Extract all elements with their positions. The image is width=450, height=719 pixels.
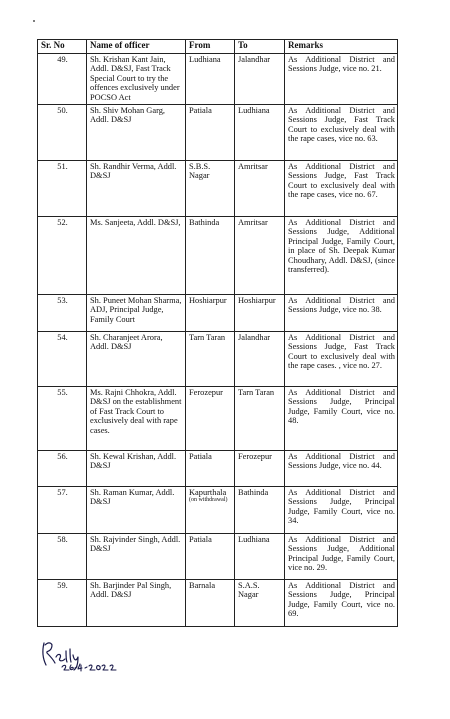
cell-to: Amritsar [235, 161, 285, 217]
cell-from: Tarn Taran [186, 332, 235, 387]
cell-from: Barnala [186, 580, 235, 627]
cell-to: S.A.S. Nagar [235, 580, 285, 627]
cell-remarks: As Additional District and Sessions Judge, Additional Principal Judge, Family Court, vice no. 29. [285, 534, 398, 580]
cell-remarks: As Additional District and Sessions Judge, Principal Judge, Family Court, vice no. 48. [285, 387, 398, 451]
header-sr-no: Sr. No [38, 40, 87, 54]
cell-sr-no: 55. [38, 387, 87, 451]
cell-remarks: As Additional District and Sessions Judge, Additional Principal Judge, Family Court, in place of Sh. Deepak Kumar Choudhary, Addl. D&SJ, (since transferred). [285, 217, 398, 295]
cell-remarks: As Additional District and Sessions Judge, vice no. 44. [285, 451, 398, 487]
table-row [38, 387, 398, 451]
cell-remarks: As Additional District and Sessions Judge, Fast Track Court to exclusively deal with the rape cases, vice no. 63. [285, 105, 398, 161]
cell-remarks: As Additional District and Sessions Judge, Fast Track Court to exclusively deal with the rape cases. , vice no. 27. [285, 332, 398, 387]
cell-name: Sh. Randhir Verma, Addl. D&SJ [87, 161, 186, 217]
table-row [38, 580, 398, 627]
cell-sr-no: 59. [38, 580, 87, 627]
cell-remarks: As Additional District and Sessions Judge, Fast Track Court to exclusively deal with the rape cases, vice no. 67. [285, 161, 398, 217]
cell-from: Bathinda [186, 217, 235, 295]
cell-to: Ludhiana [235, 105, 285, 161]
cell-name: Sh. Puneet Mohan Sharma, ADJ, Principal Judge, Family Court [87, 295, 186, 332]
cell-from [186, 487, 235, 534]
cell-name: Sh. Krishan Kant Jain, Addl. D&SJ, Fast Track Special Court to try the offences exclusively under POCSO Act [87, 54, 186, 105]
cell-name: Sh. Charanjeet Arora, Addl. D&SJ [87, 332, 186, 387]
table-row [38, 105, 398, 161]
table-row [38, 217, 398, 295]
cell-remarks: As Additional District and Sessions Judge, vice no. 38. [285, 295, 398, 332]
cell-to: Ferozepur [235, 451, 285, 487]
table-row [38, 332, 398, 387]
cell-to: Bathinda [235, 487, 285, 534]
table-row [38, 54, 398, 105]
cell-sr-no: 49. [38, 54, 87, 105]
cell-name: Sh. Rajvinder Singh, Addl. D&SJ [87, 534, 186, 580]
cell-sr-no: 58. [38, 534, 87, 580]
table-row [38, 451, 398, 487]
header-to: To [235, 40, 285, 54]
transfer-table [37, 39, 398, 627]
cell-to: Tarn Taran [235, 387, 285, 451]
cell-sr-no: 52. [38, 217, 87, 295]
table-header-row [38, 40, 398, 54]
cell-from-place: Kapurthala [189, 488, 227, 498]
cell-from: Ludhiana [186, 54, 235, 105]
cell-name: Ms. Sanjeeta, Addl. D&SJ, [87, 217, 186, 295]
cell-to: Hoshiarpur [235, 295, 285, 332]
cell-name: Sh. Raman Kumar, Addl. D&SJ [87, 487, 186, 534]
cell-sr-no: 54. [38, 332, 87, 387]
cell-sr-no: 50. [38, 105, 87, 161]
cell-to: Jalandhar [235, 332, 285, 387]
cell-from: Patiala [186, 534, 235, 580]
table-body [38, 54, 398, 627]
header-from: From [186, 40, 235, 54]
cell-from-note: (on withdrawal) [189, 497, 228, 504]
scan-speck [33, 20, 35, 22]
header-name-of-officer: Name of officer [87, 40, 186, 54]
cell-from: Patiala [186, 105, 235, 161]
cell-sr-no: 53. [38, 295, 87, 332]
cell-from: Patiala [186, 451, 235, 487]
cell-name: Sh. Kewal Krishan, Addl. D&SJ [87, 451, 186, 487]
cell-from: S.B.S. Nagar [186, 161, 235, 217]
cell-name: Ms. Rajni Chhokra, Addl. D&SJ on the establishment of Fast Track Court to exclusively deal with rape cases. [87, 387, 186, 451]
cell-name: Sh. Barjinder Pal Singh, Addl. D&SJ [87, 580, 186, 627]
cell-remarks: As Additional District and Sessions Judge, Principal Judge, Family Court, vice no. 69. [285, 580, 398, 627]
cell-sr-no: 56. [38, 451, 87, 487]
cell-to: Jalandhar [235, 54, 285, 105]
table-row [38, 161, 398, 217]
cell-from: Ferozepur [186, 387, 235, 451]
cell-to: Ludhiana [235, 534, 285, 580]
table-row [38, 534, 398, 580]
cell-name: Sh. Shiv Mohan Garg, Addl. D&SJ [87, 105, 186, 161]
cell-remarks: As Additional District and Sessions Judge, vice no. 21. [285, 54, 398, 105]
table-row [38, 295, 398, 332]
cell-from: Hoshiarpur [186, 295, 235, 332]
cell-sr-no: 57. [38, 487, 87, 534]
table-row [38, 487, 398, 534]
header-remarks: Remarks [285, 40, 398, 54]
handwritten-signature [40, 637, 140, 673]
cell-remarks: As Additional District and Sessions Judge, Principal Judge, Family Court, vice no. 34. [285, 487, 398, 534]
cell-to: Amritsar [235, 217, 285, 295]
cell-sr-no: 51. [38, 161, 87, 217]
